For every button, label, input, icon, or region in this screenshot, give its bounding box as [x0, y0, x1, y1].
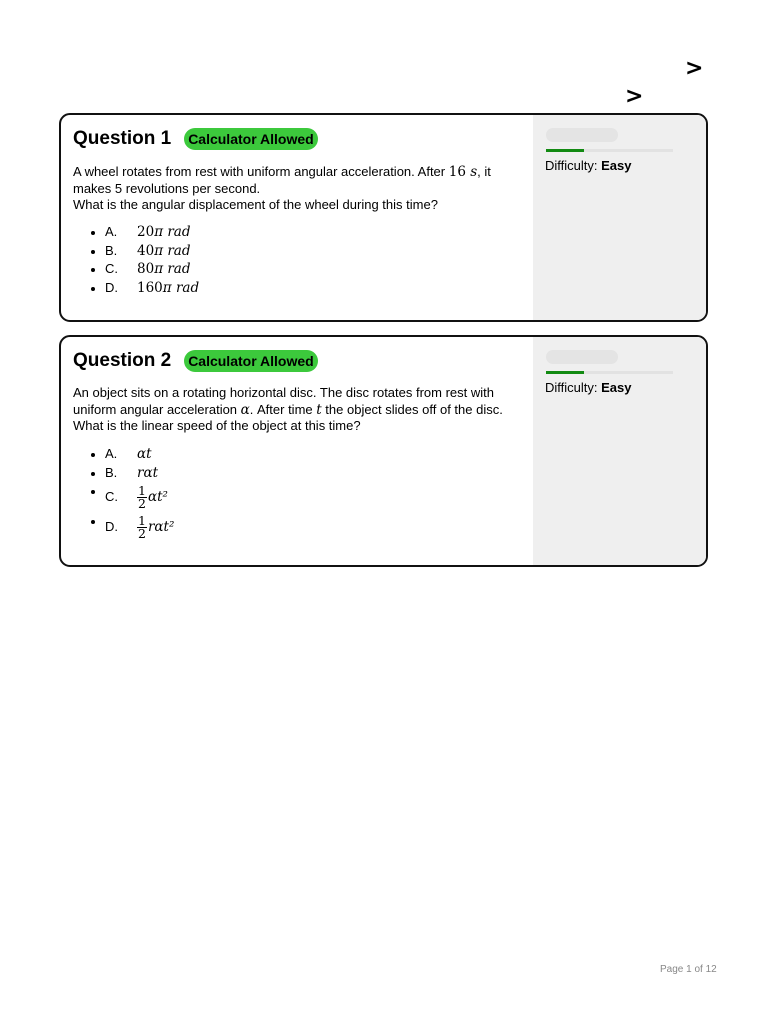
question-header	[73, 128, 318, 150]
answer-option-a[interactable]: A. 20π rad	[73, 223, 199, 242]
answer-option-c[interactable]: C. 80π rad	[73, 260, 199, 279]
answer-options	[73, 445, 174, 542]
question-text: A wheel rotates from rest with uniform angular acceleration. After 16 s, it makes 5 revolutions per second. What is the angular displacement of the wheel during this time?	[73, 164, 491, 212]
answer-option-b[interactable]: B. rαt	[73, 464, 174, 483]
status-pill	[546, 350, 618, 364]
answer-option-c[interactable]: C. $\frac{1}{2}$ αt²	[73, 482, 174, 512]
next-chevron-icon[interactable]: >	[685, 56, 704, 81]
difficulty-value: Easy	[601, 158, 632, 173]
question-card-2	[59, 335, 708, 567]
difficulty-label: Difficulty: Easy	[545, 380, 632, 395]
fraction: $\frac{1}{2}$	[138, 483, 146, 512]
answer-option-d[interactable]: D. 160π rad	[73, 279, 199, 298]
question-card-1	[59, 113, 708, 322]
answer-options	[73, 223, 199, 297]
question-title: Question 1	[73, 128, 172, 149]
question-header	[73, 350, 318, 372]
calculator-allowed-badge: Calculator Allowed	[184, 128, 318, 150]
answer-option-a[interactable]: A. αt	[73, 445, 174, 464]
difficulty-label: Difficulty: Easy	[545, 158, 632, 173]
question-text: An object sits on a rotating horizontal disc. The disc rotates from rest with uniform angular acceleration α. After time t the object slides off of the disc. What is the linear speed of the object at this time?	[73, 385, 503, 433]
calculator-allowed-badge: Calculator Allowed	[184, 350, 318, 372]
page-number: Page 1 of 12	[660, 964, 717, 975]
status-pill	[546, 128, 618, 142]
difficulty-value: Easy	[601, 380, 632, 395]
difficulty-bar	[546, 371, 673, 374]
question-title: Question 2	[73, 350, 172, 371]
difficulty-bar	[546, 149, 673, 152]
question-sidebar	[533, 115, 706, 320]
fraction: $\frac{1}{2}$	[138, 513, 146, 542]
answer-option-b[interactable]: B. 40π rad	[73, 242, 199, 261]
next-chevron-icon-2[interactable]: >	[625, 84, 644, 109]
question-sidebar	[533, 337, 706, 565]
answer-option-d[interactable]: D. $\frac{1}{2}$ rαt²	[73, 512, 174, 542]
